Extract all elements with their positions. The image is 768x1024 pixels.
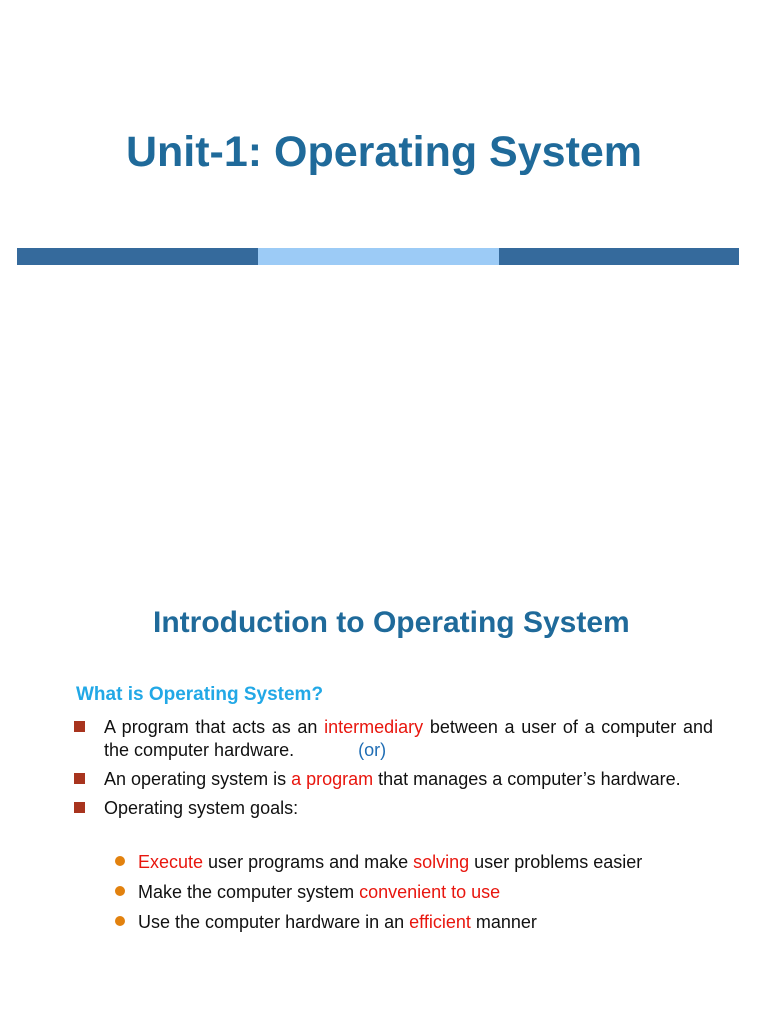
bullet-list [104,716,713,826]
highlight-text: convenient to use [359,882,501,902]
bullet-text: An operating system is [104,769,292,789]
round-bullet-icon [115,916,125,926]
highlight-text: a program [291,769,374,789]
section-title: Introduction to Operating System [153,606,630,639]
decor-bar-right [499,248,739,265]
round-bullet-icon [115,886,125,896]
sub-bullet-text: manner [470,912,537,932]
bullet-text: between a user of a computer and the computer hardware. [104,717,713,760]
bullet-item [104,768,713,791]
round-bullet-icon [115,856,125,866]
bullet-item [104,797,713,820]
decor-bar-left [17,248,258,265]
bullet-text: A program that acts as an [104,717,325,737]
sub-bullet-list [138,851,642,941]
or-text: (or) [358,740,387,760]
bullet-text: Operating system goals: [104,798,299,818]
sub-bullet-text: user problems easier [469,852,643,872]
decor-bar-middle [258,248,499,265]
slide-title: Unit-1: Operating System [125,128,643,176]
question-heading: What is Operating System? [76,684,324,705]
sub-bullet-item [138,911,642,941]
sub-bullet-text: user programs and make [203,852,414,872]
square-bullet-icon [74,721,85,732]
sub-bullet-text: Make the computer system [138,882,360,902]
highlight-text: Execute [138,852,204,872]
square-bullet-icon [74,773,85,784]
sub-bullet-text: Use the computer hardware in an [138,912,410,932]
sub-bullet-item [138,851,642,881]
bullet-item [104,716,713,762]
square-bullet-icon [74,802,85,813]
sub-bullet-item [138,881,642,911]
highlight-text: solving [413,852,470,872]
bullet-text: that manages a computer’s hardware. [373,769,681,789]
highlight-text: intermediary [324,717,424,737]
highlight-text: efficient [409,912,471,932]
